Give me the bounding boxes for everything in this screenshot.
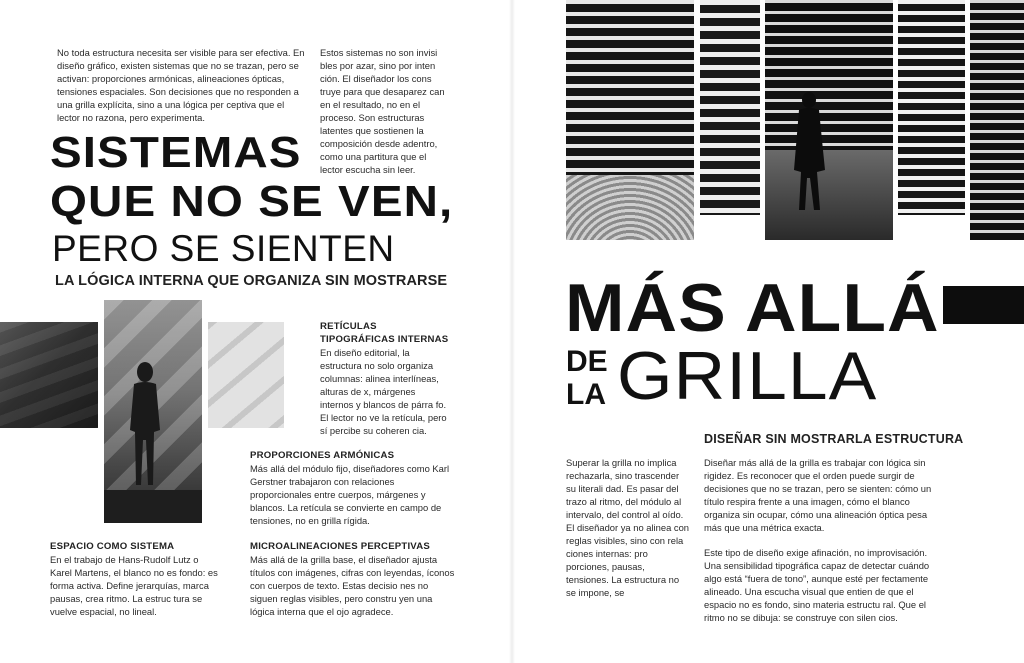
striped-wall-photo-3 bbox=[898, 0, 965, 215]
section-espacio-heading: ESPACIO COMO SISTEMA bbox=[50, 541, 175, 552]
section-espacio-body: En el trabajo de Hans-Rudolf Lutz o Karel Martens, el blanco no es fondo: es forma activa. Define jerarquías, marca pausas, crea ritmo. La estruc tura se vuelve espacial, no lineal. bbox=[50, 554, 218, 617]
right-column-2-para-2: Este tipo de diseño exige afinación, no improvisación. Una sensibilidad tipográfica capaz de detectar cuándo algo está “fuera de tono”, aunque esté per fectamente alineado. Una escucha visual que entien de que el espacio no es fondo, sino materia estructu ral. Que el ritmo no se dibuja: se construye con silen cios. bbox=[704, 547, 930, 623]
walking-figure-icon bbox=[765, 0, 893, 240]
dark-window-photo bbox=[0, 322, 98, 428]
title-bar bbox=[943, 286, 1024, 324]
section-proporciones-body: Más allá del módulo fijo, diseñadores como Karl Gerstner trabajaron con relaciones proporcionales entre cuerpos, márgenes y blancos. La retícula se convierte en campo de tensiones, no en grilla rígida. bbox=[250, 463, 450, 526]
left-subtitle: LA LÓGICA INTERNA QUE ORGANIZA SIN MOSTRARSE bbox=[55, 273, 448, 289]
right-title-line-1: MÁS ALLÁ bbox=[565, 270, 940, 346]
right-title-la: LA bbox=[566, 378, 606, 411]
right-column-2-para-1: Diseñar más allá de la grilla es trabajar con lógica sin rigidez. Es reconocer que el orden puede surgir de decisiones que no se trazan, pero se sienten: cómo un título respira frente a una imagen, cómo el blanco organiza sin ocupar, cómo una alineación óptica pesa más que una métrica exacta. bbox=[704, 457, 932, 533]
left-title-line-1: SISTEMAS bbox=[50, 128, 302, 177]
section-microalineaciones bbox=[250, 540, 455, 618]
section-reticulas-heading: RETÍCULAS TIPOGRÁFICAS INTERNAS bbox=[320, 321, 449, 345]
right-title-de: DE bbox=[566, 345, 608, 378]
right-subtitle: DISEÑAR SIN MOSTRARLA ESTRUCTURA bbox=[704, 432, 964, 446]
section-proporciones-heading: PROPORCIONES ARMÓNICAS bbox=[250, 450, 395, 461]
striped-wall-photo-4 bbox=[970, 0, 1024, 240]
intro-paragraph-2: Estos sistemas no son invisi bles por azar, sino por inten ción. El diseñador los cons truye para que desaparez can en el resultado, no en el proceso. Son estructuras latentes que sostienen la composición desde adentro, como una partitura que el lector escucha sin leer. bbox=[320, 47, 445, 175]
right-column-1 bbox=[566, 456, 690, 599]
intro-column-2 bbox=[320, 46, 448, 176]
left-title-line-2: QUE NO SE VEN, bbox=[50, 177, 454, 226]
right-column-2 bbox=[704, 456, 944, 624]
section-espacio bbox=[50, 540, 220, 618]
silhouette-figure-photo bbox=[104, 300, 202, 523]
figure-silhouette-icon bbox=[104, 300, 202, 523]
intro-paragraph-1: No toda estructura necesita ser visible para ser efectiva. En diseño gráfico, existen sistemas que no se trazan, pero se activan: proporciones armónicas, alineaciones ópticas, tensiones espaciales. Son decisiones que no responden a una grilla explícita, sino a una lógica per ceptiva que el lector no razona, pero experimenta. bbox=[57, 47, 305, 123]
section-reticulas bbox=[320, 320, 450, 437]
striped-wall-photo-2 bbox=[700, 0, 760, 215]
light-shadow-photo bbox=[208, 322, 284, 428]
section-reticulas-body: En diseño editorial, la estructura no solo organiza columnas: alinea interlíneas, alturas de x, márgenes internos y blancos de párra fo. El lector no ve la retícula, pero sí percibe su coheren cia. bbox=[320, 347, 447, 436]
intro-column-1 bbox=[57, 46, 307, 124]
right-column-1-body: Superar la grilla no implica rechazarla, sino trascender su literali dad. Es pasar del trazo al ritmo, del módulo al intervalo, del control al oído. El diseñador ya no alinea con reglas visibles, sino con rela ciones internas: pro porciones, pausas, tensiones. La estructura no se impone, se bbox=[566, 457, 690, 598]
right-title-grilla: GRILLA bbox=[617, 338, 878, 414]
spread-gutter bbox=[509, 0, 515, 663]
walking-figure-photo bbox=[765, 0, 893, 240]
section-microalineaciones-body: Más allá de la grilla base, el diseñador ajusta títulos con imágenes, cifras con leyendas, íconos con cuerpos de texto. Estas decisio nes no siguen reglas visibles, pero constru yen una lógica interna que el ojo agradece. bbox=[250, 554, 455, 617]
left-title-line-3: PERO SE SIENTEN bbox=[52, 228, 395, 269]
section-microalineaciones-heading: MICROALINEACIONES PERCEPTIVAS bbox=[250, 541, 430, 552]
section-proporciones bbox=[250, 449, 455, 527]
striped-wall-photo-1 bbox=[566, 0, 694, 240]
